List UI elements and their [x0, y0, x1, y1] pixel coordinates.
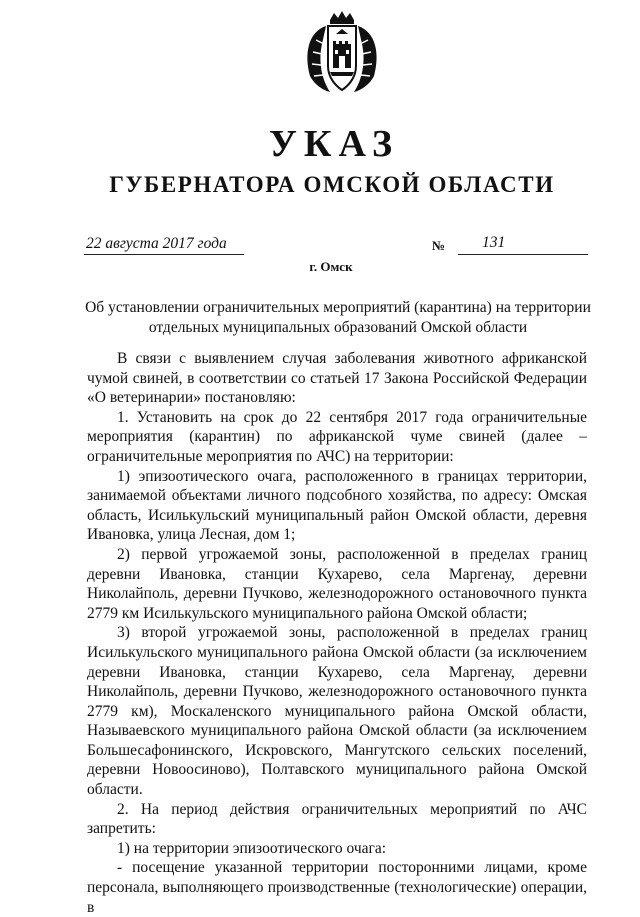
document-number: 131 — [482, 234, 506, 251]
paragraph-item-1-2: 2) первой угрожаемой зоны, расположенной в пределах границ деревни Ивановка, станции Кухарево, села Маргенау, деревни Николайполь, деревни Пучково, железнодорожного остановочного пункта 2779 км Исилькульского муниципального района Омской области; — [87, 545, 587, 622]
paragraph-item-1: 1. Установить на срок до 22 сентября 2017 года ограничительные мероприятия (карантин) по африканской чуме свиней (далее – ограничительные мероприятия по АЧС) на территории: — [87, 408, 587, 465]
paragraph-intro: В связи с выявлением случая заболевания животного африканской чумой свиней, в соответствии со статьей 17 Закона Российской Федерации «О ветеринарии» постановляю: — [87, 350, 587, 407]
document-body — [87, 349, 587, 917]
paragraph-item-2-1: 1) на территории эпизоотического очага: — [117, 839, 387, 857]
paragraph-item-1-3: 3) второй угрожаемой зоны, расположенной в пределах границ Исилькульского муниципального района Омской области (за исключением деревни Ивановка, станции Кухарево, села Маргенау, деревни Николайполь, деревни Пучково, железнодорожного остановочного пункта 2779 км), Москаленского муниципального района Омской области, Называевского муниципального района Омской области (за исключением Большесафонинского, Искровского, Мангутского сельских поселений, деревни Новоосиново), Полтавского муниципального района Омской области. — [87, 624, 587, 799]
document-city: г. Омск — [309, 259, 353, 274]
document-date: 22 августа 2017 года — [86, 235, 227, 252]
number-underline — [458, 254, 588, 255]
date-underline — [84, 254, 244, 255]
document-title: УКАЗ — [269, 123, 399, 165]
coat-of-arms-emblem — [296, 10, 388, 96]
paragraph-item-2: 2. На период действия ограничительных мероприятий по АЧС запретить: — [87, 800, 587, 838]
document-heading: Об установлении ограничительных мероприятий (карантина) на территории отдельных муниципальных образований Омской области — [85, 299, 591, 336]
number-label: № — [432, 238, 446, 253]
paragraph-item-2-1-dash: - посещение указанной территории посторонними лицами, кроме персонала, выполняющего производственные (технологические) операции, в — [87, 859, 587, 916]
paragraph-item-1-1: 1) эпизоотического очага, расположенного в границах территории, занимаемой объектами личного подсобного хозяйства, по адресу: Омская область, Исилькульский муниципальный район Омской области, деревня Ивановка, улица Лесная, дом 1; — [87, 467, 587, 544]
document-subtitle: ГУБЕРНАТОРА ОМСКОЙ ОБЛАСТИ — [109, 172, 555, 197]
